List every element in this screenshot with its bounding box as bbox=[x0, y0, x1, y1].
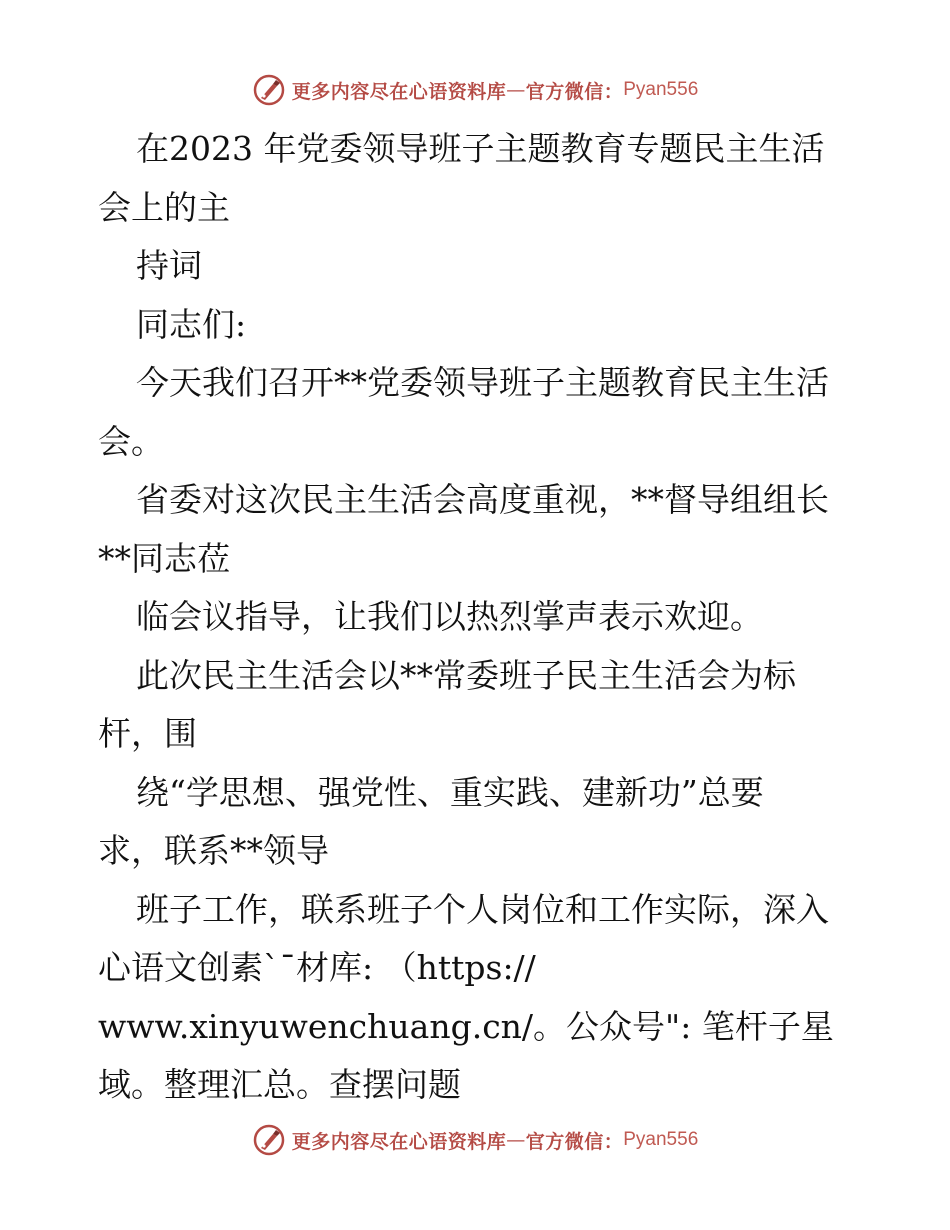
watermark-site-text: 更多内容尽在心语资料库 bbox=[291, 1130, 507, 1153]
text-line: 域。整理汇总。查摆问题 bbox=[98, 1065, 461, 1104]
text-line: 心语文创素`¯材库: （https:// bbox=[98, 948, 536, 987]
text-line: 会。 bbox=[98, 421, 164, 461]
text-line: 会上的主 bbox=[98, 187, 230, 227]
watermark-wechat-id: Pyan556 bbox=[623, 79, 699, 100]
text-line: 在2023 年党委领导班子主题教育专题民主生活 bbox=[136, 129, 825, 168]
text-line: 今天我们召开**党委领导班子主题教育民主生活 bbox=[136, 363, 829, 402]
text-line: 求，联系**领导 bbox=[98, 831, 329, 870]
watermark-separator: — bbox=[506, 79, 526, 101]
watermark-wechat-label: 官方微信： bbox=[525, 1130, 624, 1153]
text-line: 绕“学思想、强党性、重实践、建新功”总要 bbox=[136, 772, 764, 812]
text-line: **同志莅 bbox=[98, 538, 230, 578]
watermark-separator: — bbox=[506, 1129, 526, 1151]
watermark-wechat-id: Pyan556 bbox=[623, 1129, 699, 1150]
document-body bbox=[98, 120, 898, 1115]
watermark-wechat-label: 官方微信： bbox=[525, 80, 624, 103]
text-line: 临会议指导，让我们以热烈掌声表示欢迎。 bbox=[136, 597, 763, 636]
fountain-pen-logo-icon bbox=[252, 1123, 286, 1157]
text-line: 此次民主生活会以**常委班子民主生活会为标 bbox=[136, 655, 796, 695]
fountain-pen-logo-icon bbox=[252, 73, 286, 107]
text-line: www.xinyuwenchuang.cn/。公众号": 笔杆子星 bbox=[98, 1006, 834, 1046]
watermark-site-text: 更多内容尽在心语资料库 bbox=[291, 80, 507, 103]
watermark-header bbox=[0, 70, 950, 110]
text-line: 班子工作，联系班子个人岗位和工作实际，深入 bbox=[136, 889, 829, 929]
watermark-footer bbox=[0, 1120, 950, 1160]
text-line: 持词 bbox=[136, 246, 202, 285]
text-line: 同志们: bbox=[136, 304, 247, 344]
text-line: 省委对这次民主生活会高度重视，**督导组组长 bbox=[136, 480, 829, 519]
text-line: 杆，围 bbox=[98, 714, 197, 753]
